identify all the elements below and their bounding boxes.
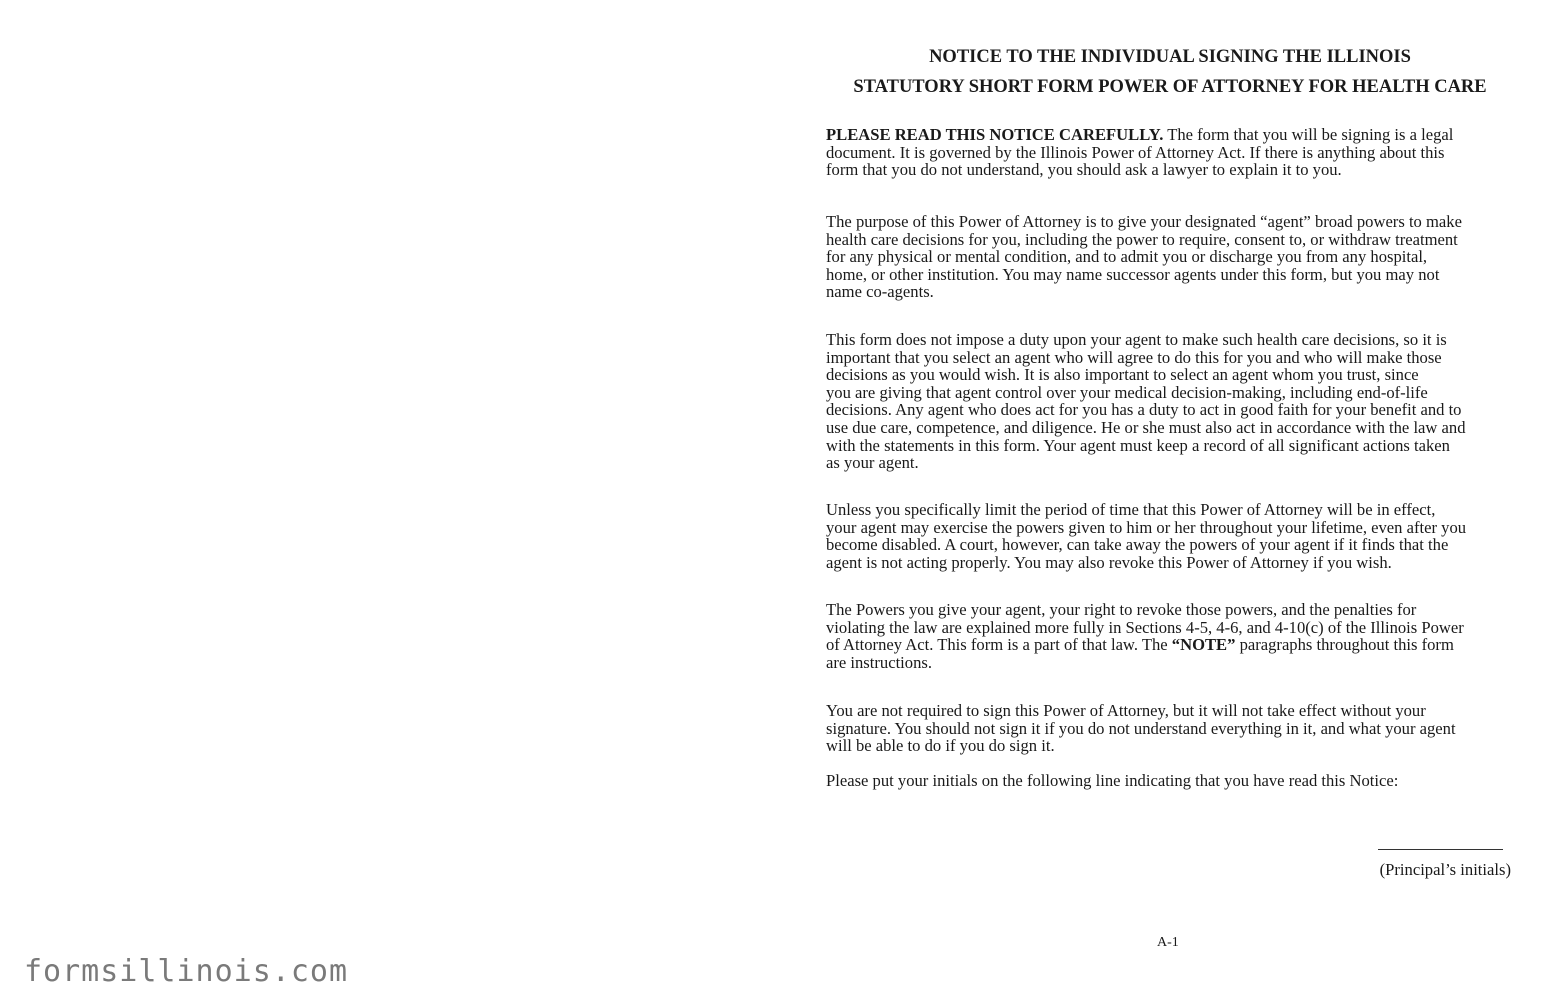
text-line: with the statements in this form. Your agent must keep a record of all significant actions taken (826, 435, 1450, 455)
text-line: signature. You should not sign it if you do not understand everything in it, and what your agent (826, 718, 1456, 738)
notice-title-line-1: NOTICE TO THE INDIVIDUAL SIGNING THE ILLINOIS (929, 47, 1411, 67)
blank-left-page (0, 0, 776, 1005)
paragraph-initials-instruction: Please put your initials on the following line indicating that you have read this Notice: (826, 771, 1399, 790)
note-keyword: “NOTE” (1171, 635, 1236, 655)
initials-line[interactable] (1378, 849, 1503, 850)
text-line: as your agent. (826, 453, 919, 473)
notice-title-line-2: STATUTORY SHORT FORM POWER OF ATTORNEY FOR HEALTH CARE (853, 77, 1487, 97)
read-carefully-heading: PLEASE READ THIS NOTICE CAREFULLY. (826, 125, 1164, 144)
paragraph-purpose (826, 213, 1516, 301)
text-line: name co-agents. (826, 282, 934, 302)
text-line: The purpose of this Power of Attorney is to give your designated “agent” broad powers to make (826, 212, 1462, 231)
text-line: Unless you specifically limit the period of time that this Power of Attorney will be in effect, (826, 500, 1436, 519)
text-line: of Attorney Act. This form is a part of that law. The (826, 635, 1172, 655)
text-line: use due care, competence, and diligence. He or she must also act in accordance with the law and (826, 417, 1466, 437)
text-line: for any physical or mental condition, and to admit you or discharge you from any hospital, (826, 247, 1428, 267)
text-line: The form that you will be signing is a legal (1163, 125, 1454, 144)
initials-label: (Principal’s initials) (1379, 860, 1511, 879)
text-line: your agent may exercise the powers given to him or her throughout your lifetime, even after you (826, 517, 1467, 537)
paragraph-duration (826, 501, 1516, 571)
text-line: decisions. Any agent who does act for you has a duty to act in good faith for your benefit and to (826, 400, 1462, 420)
text-line: The Powers you give your agent, your right to revoke those powers, and the penalties for (826, 600, 1417, 619)
text-line: important that you select an agent who will agree to do this for you and who will make those (826, 347, 1442, 367)
text-line: violating the law are explained more fully in Sections 4-5, 4-6, and 4-10(c) of the Illinois Power (826, 617, 1464, 637)
paragraph-signing (826, 702, 1516, 755)
text-line: form that you do not understand, you should ask a lawyer to explain it to you. (826, 160, 1342, 180)
text-line: health care decisions for you, including the power to require, consent to, or withdraw treatment (826, 229, 1458, 249)
paragraph-read-carefully (826, 126, 1516, 179)
text-line: paragraphs throughout this form (1235, 635, 1454, 655)
text-line: are instructions. (826, 652, 932, 672)
watermark: formsillinois.com (24, 954, 349, 989)
paragraph-agent-duty (826, 331, 1516, 472)
page-number: A-1 (1157, 935, 1179, 950)
text-line: agent is not acting properly. You may also revoke this Power of Attorney if you wish. (826, 552, 1392, 572)
text-line: you are giving that agent control over your medical decision-making, including end-of-life (826, 382, 1428, 402)
text-line: will be able to do if you do sign it. (826, 736, 1055, 756)
text-line: document. It is governed by the Illinois Power of Attorney Act. If there is anything about this (826, 142, 1445, 162)
text-line: This form does not impose a duty upon your agent to make such health care decisions, so it is (826, 330, 1447, 349)
text-line: You are not required to sign this Power of Attorney, but it will not take effect without your (826, 701, 1426, 720)
notice-page (826, 0, 1514, 1005)
text-line: decisions as you would wish. It is also important to select an agent whom you trust, since (826, 365, 1419, 385)
text-line: become disabled. A court, however, can take away the powers of your agent if it finds that the (826, 535, 1449, 555)
paragraph-powers (826, 601, 1516, 671)
text-line: home, or other institution. You may name successor agents under this form, but you may not (826, 264, 1440, 284)
